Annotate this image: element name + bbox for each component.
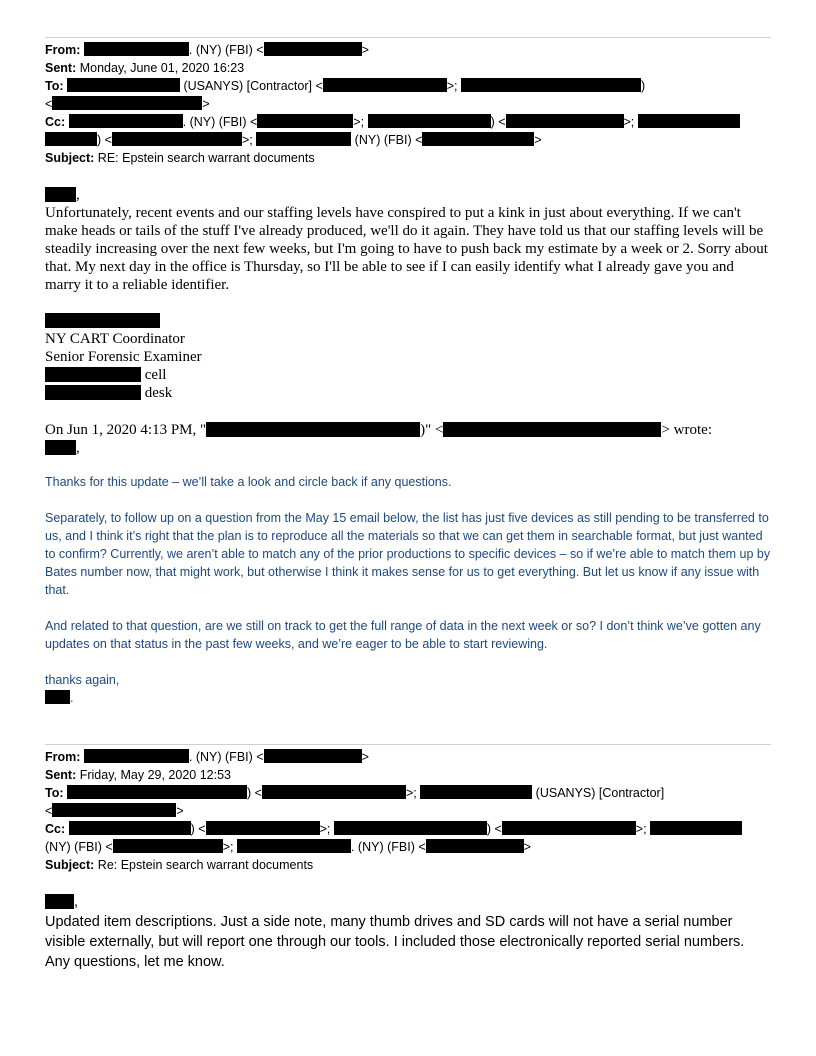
- email1-body: Unfortunately, recent events and our staffing levels have conspired to put a kink in just about everything. If we can't make heads or tails of the stuff I've already produced, we'll do it again. They have told us that our staffing levels will be steadily increasing over the next few weeks, but I'm going to have to push back my estimate by a week or 2. Sorry about that. My next day in the office is Thursday, so I'll be able to see if I can easily identify what I already gave you and marry it to a reliable identifier.: [45, 205, 768, 293]
- redaction-block: [262, 785, 406, 799]
- subject-text: RE: Epstein search warrant documents: [97, 151, 315, 165]
- sent-label: Sent:: [45, 61, 77, 75]
- email1-from-line: From: . (NY) (FBI) < >: [45, 43, 369, 57]
- redaction-block: [67, 78, 180, 92]
- redaction-block: [638, 114, 740, 128]
- subject-text: Re: Epstein search warrant documents: [97, 858, 314, 872]
- redaction-block: [67, 785, 247, 799]
- quoted-paragraph-1: Thanks for this update – we’ll take a look and circle back if any questions.: [45, 475, 452, 489]
- quoted-closing: thanks again,: [45, 673, 120, 687]
- email1-greeting: ,: [45, 186, 80, 204]
- email2-to-line2: < >: [45, 804, 184, 818]
- email1-cc-line2: ) < >; (NY) (FBI) < >: [45, 131, 542, 149]
- sent-date: Monday, June 01, 2020 16:23: [79, 61, 245, 75]
- from-label: From:: [45, 43, 81, 57]
- redaction-block: [426, 839, 524, 853]
- email2-subject-line: [45, 856, 313, 874]
- redaction-block: [45, 440, 76, 455]
- redaction-block: [69, 114, 183, 128]
- redaction-block: [84, 42, 189, 56]
- redaction-block: [45, 313, 160, 328]
- redaction-block: [45, 690, 70, 704]
- quoted-paragraph-3: And related to that question, are we still on track to get the full range of data in the next week or so? I don’t think we’ve gotten any updates on that status in the past few weeks, and we’re eager to be able to start reviewing.: [45, 619, 761, 651]
- email1-to-line2: < >: [45, 97, 210, 111]
- redaction-block: [69, 821, 191, 835]
- signature-title2: Senior Forensic Examiner: [45, 349, 202, 365]
- email2-greeting: ,: [45, 892, 78, 912]
- email1-to-line: To: (USANYS) [Contractor] < >; ): [45, 79, 646, 93]
- redaction-block: [52, 803, 176, 817]
- redaction-block: [264, 749, 362, 763]
- redaction-block: [237, 839, 351, 853]
- redaction-block: [264, 42, 362, 56]
- redaction-block: [256, 132, 351, 146]
- redaction-block: [45, 187, 76, 202]
- redaction-block: [461, 78, 641, 92]
- redaction-block: [84, 749, 189, 763]
- quote-intro-line: On Jun 1, 2020 4:13 PM, " )" < > wrote:: [45, 422, 712, 438]
- redaction-block: [506, 114, 624, 128]
- email2-cc-line2: (NY) (FBI) < >; . (NY) (FBI) < >: [45, 840, 531, 854]
- quoted-paragraph-2: Separately, to follow up on a question from the May 15 email below, the list has just five devices as still pending to be transferred to us, and I think it’s right that the plan is to reproduce all the materials so that we can get them in searchable format, but just wanted to confirm? Currently, we aren’t able to match any of the prior productions to specific devices – so if we’re able to match them up by Bates number now, that might work, but otherwise I think it makes sense for us to get everything. But let us know if any issue with that.: [45, 511, 771, 597]
- separator-line-top: [45, 37, 771, 38]
- subject-label: Subject:: [45, 151, 95, 165]
- redaction-block: [422, 132, 534, 146]
- redaction-block: [323, 78, 447, 92]
- redaction-block: [45, 894, 74, 909]
- email1-sent-line: [45, 59, 244, 77]
- subject-label: Subject:: [45, 858, 95, 872]
- to-label: To:: [45, 79, 64, 93]
- signature-desk: desk: [45, 384, 172, 402]
- email2-to-line: To: ) < >; (USANYS) [Contractor]: [45, 786, 665, 800]
- quoted-signature: .: [45, 689, 73, 707]
- email2-body: Updated item descriptions. Just a side note, many thumb drives and SD cards will not have a serial number visible externally, but will report one through our tools. I included those electronically reported serial numbers. Any questions, let me know.: [45, 914, 745, 970]
- sent-date: Friday, May 29, 2020 12:53: [79, 768, 231, 782]
- redaction-block: [443, 422, 661, 437]
- redaction-block: [206, 422, 420, 437]
- redaction-block: [112, 132, 242, 146]
- cc-label: Cc:: [45, 115, 66, 129]
- email1-subject-line: [45, 149, 315, 167]
- cc-label: Cc:: [45, 822, 66, 836]
- redaction-block: [52, 96, 202, 110]
- signature-name: [45, 312, 160, 330]
- signature-cell: cell: [45, 366, 166, 384]
- email2-cc-line: Cc: ) < >; ) < >;: [45, 820, 742, 838]
- email1-cc-line: Cc: . (NY) (FBI) < >; ) < >;: [45, 113, 740, 131]
- redaction-block: [650, 821, 742, 835]
- redaction-block: [45, 367, 141, 382]
- email2-from-line: From: . (NY) (FBI) < >: [45, 750, 369, 764]
- redaction-block: [45, 385, 141, 400]
- email2-sent-line: [45, 766, 231, 784]
- quote-greeting: ,: [45, 439, 80, 457]
- to-label: To:: [45, 786, 64, 800]
- redaction-block: [206, 821, 320, 835]
- from-label: From:: [45, 750, 81, 764]
- separator-line-bottom: [45, 744, 771, 745]
- redaction-block: [334, 821, 487, 835]
- signature-title1: NY CART Coordinator: [45, 331, 185, 347]
- redaction-block: [368, 114, 491, 128]
- redaction-block: [502, 821, 636, 835]
- redaction-block: [113, 839, 223, 853]
- redaction-block: [45, 132, 97, 146]
- redaction-block: [420, 785, 532, 799]
- sent-label: Sent:: [45, 768, 77, 782]
- redaction-block: [257, 114, 353, 128]
